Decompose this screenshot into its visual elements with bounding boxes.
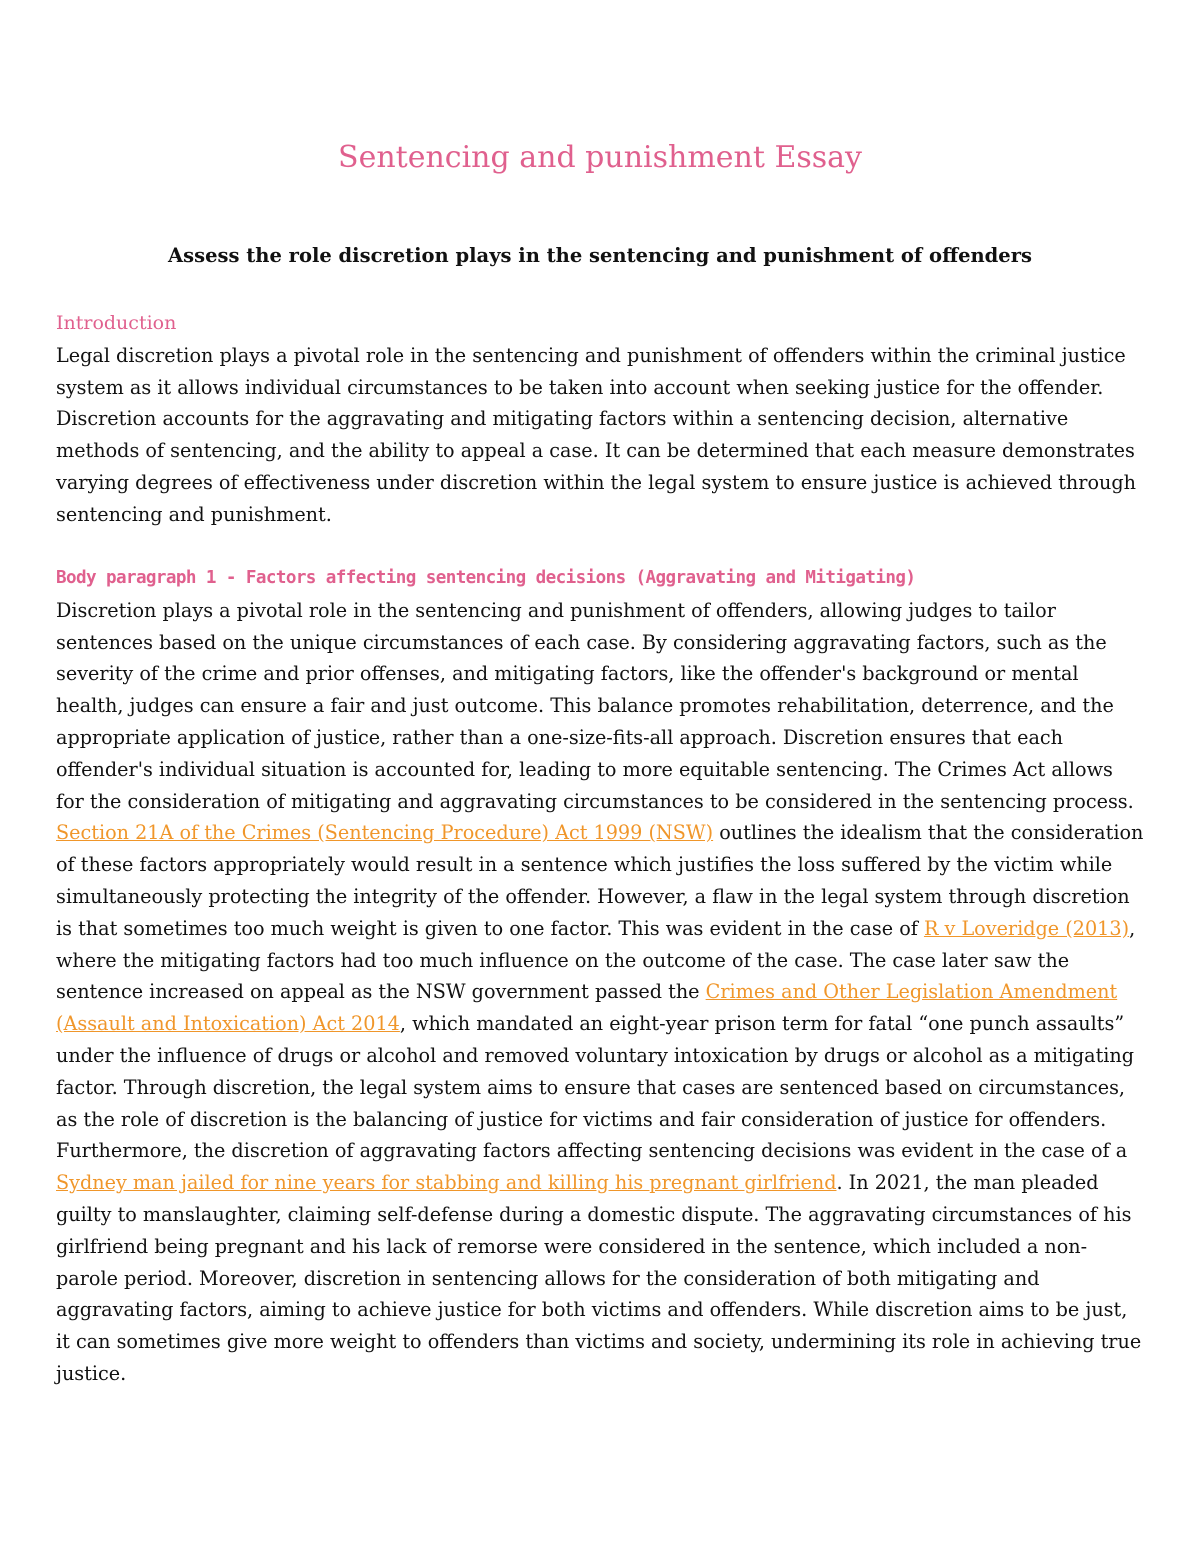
body-text-segment: Discretion plays a pivotal role in the sentencing and punishment of offenders, allowing judges to tailor sentences based on the unique circumstances of each case. By considering aggravating factors, such as the severity of the crime and prior offenses, and mitigating factors, like the offender's background or mental health, judges can ensure a fair and just outcome. This balance promotes rehabilitation, deterrence, and the appropriate application of justice, rather than a one-size-fits-all approach. Discretion ensures that each offender's individual situation is accounted for, leading to more equitable sentencing. The Crimes Act allows for the consideration of mitigating and aggravating circumstances to be considered in the sentencing process.: [56, 598, 1134, 813]
body-text-segment: , which mandated an eight-year prison term for fatal “one punch assaults” under the influence of drugs or alcohol and removed voluntary intoxication by drugs or alcohol as a mitigating factor. Through discretion, the legal system aims to ensure that cases are sentenced based on circumstances, as the role of discretion is the balancing of justice for victims and fair consideration of justice for offenders. Furthermore, the discretion of aggravating factors affecting sentencing decisions was evident in the case of a: [56, 1012, 1135, 1163]
body-paragraph-1-text: [56, 595, 1146, 1390]
body-paragraph-1-section: [56, 563, 1146, 1390]
body-text-segment: . In 2021, the man pleaded guilty to manslaughter, claiming self-defense during a domestic dispute. The aggravating circumstances of his girlfriend being pregnant and his lack of remorse were considered in the sentence, which included a non-parole period. Moreover, discretion in sentencing allows for the consideration of both mitigating and aggravating factors, aiming to achieve justice for both victims and offenders. While discretion aims to be just, it can sometimes give more weight to offenders than victims and society, undermining its role in achieving true justice.: [56, 1171, 1142, 1385]
body-text-segment: outlines the idealism that the consideration of these factors appropriately would result in a sentence which justifies the loss suffered by the victim while simultaneously protecting the integrity of the offender. However, a flaw in the legal system through discretion is that sometimes too much weight is given to one factor. This was evident in the case of: [56, 821, 1144, 940]
link-section-21a[interactable]: Section 21A of the Crimes (Sentencing Procedure) Act 1999 (NSW): [56, 821, 714, 845]
body-text-segment: , where the mitigating factors had too much influence on the outcome of the case. The case later saw the sentence increased on appeal as the NSW government passed the: [56, 916, 1136, 1004]
introduction-text: Legal discretion plays a pivotal role in the sentencing and punishment of offenders within the criminal justice system as it allows individual circumstances to be taken into account when seeking justice for the offender. Discretion accounts for the aggravating and mitigating factors within a sentencing decision, alternative methods of sentencing, and the ability to appeal a case. It can be determined that each measure demonstrates varying degrees of effectiveness under discretion within the legal system to ensure justice is achieved through sentencing and punishment.: [56, 343, 1136, 526]
essay-title: Sentencing and punishment Essay: [338, 140, 862, 175]
link-sydney-man-case[interactable]: Sydney man jailed for nine years for stabbing and killing his pregnant girlfriend: [56, 1171, 837, 1195]
introduction-heading: Introduction: [56, 312, 177, 334]
link-crimes-amendment-act[interactable]: Crimes and Other Legislation Amendment (Assault and Intoxication) Act 2014: [56, 980, 1118, 1036]
introduction-section: [56, 308, 1146, 531]
essay-question: Assess the role discretion plays in the sentencing and punishment of offenders: [168, 244, 1032, 267]
body-paragraph-1-heading: Body paragraph 1 - Factors affecting sentencing decisions (Aggravating and Mitigating): [56, 568, 916, 588]
link-r-v-loveridge[interactable]: R v Loveridge (2013): [923, 916, 1130, 940]
